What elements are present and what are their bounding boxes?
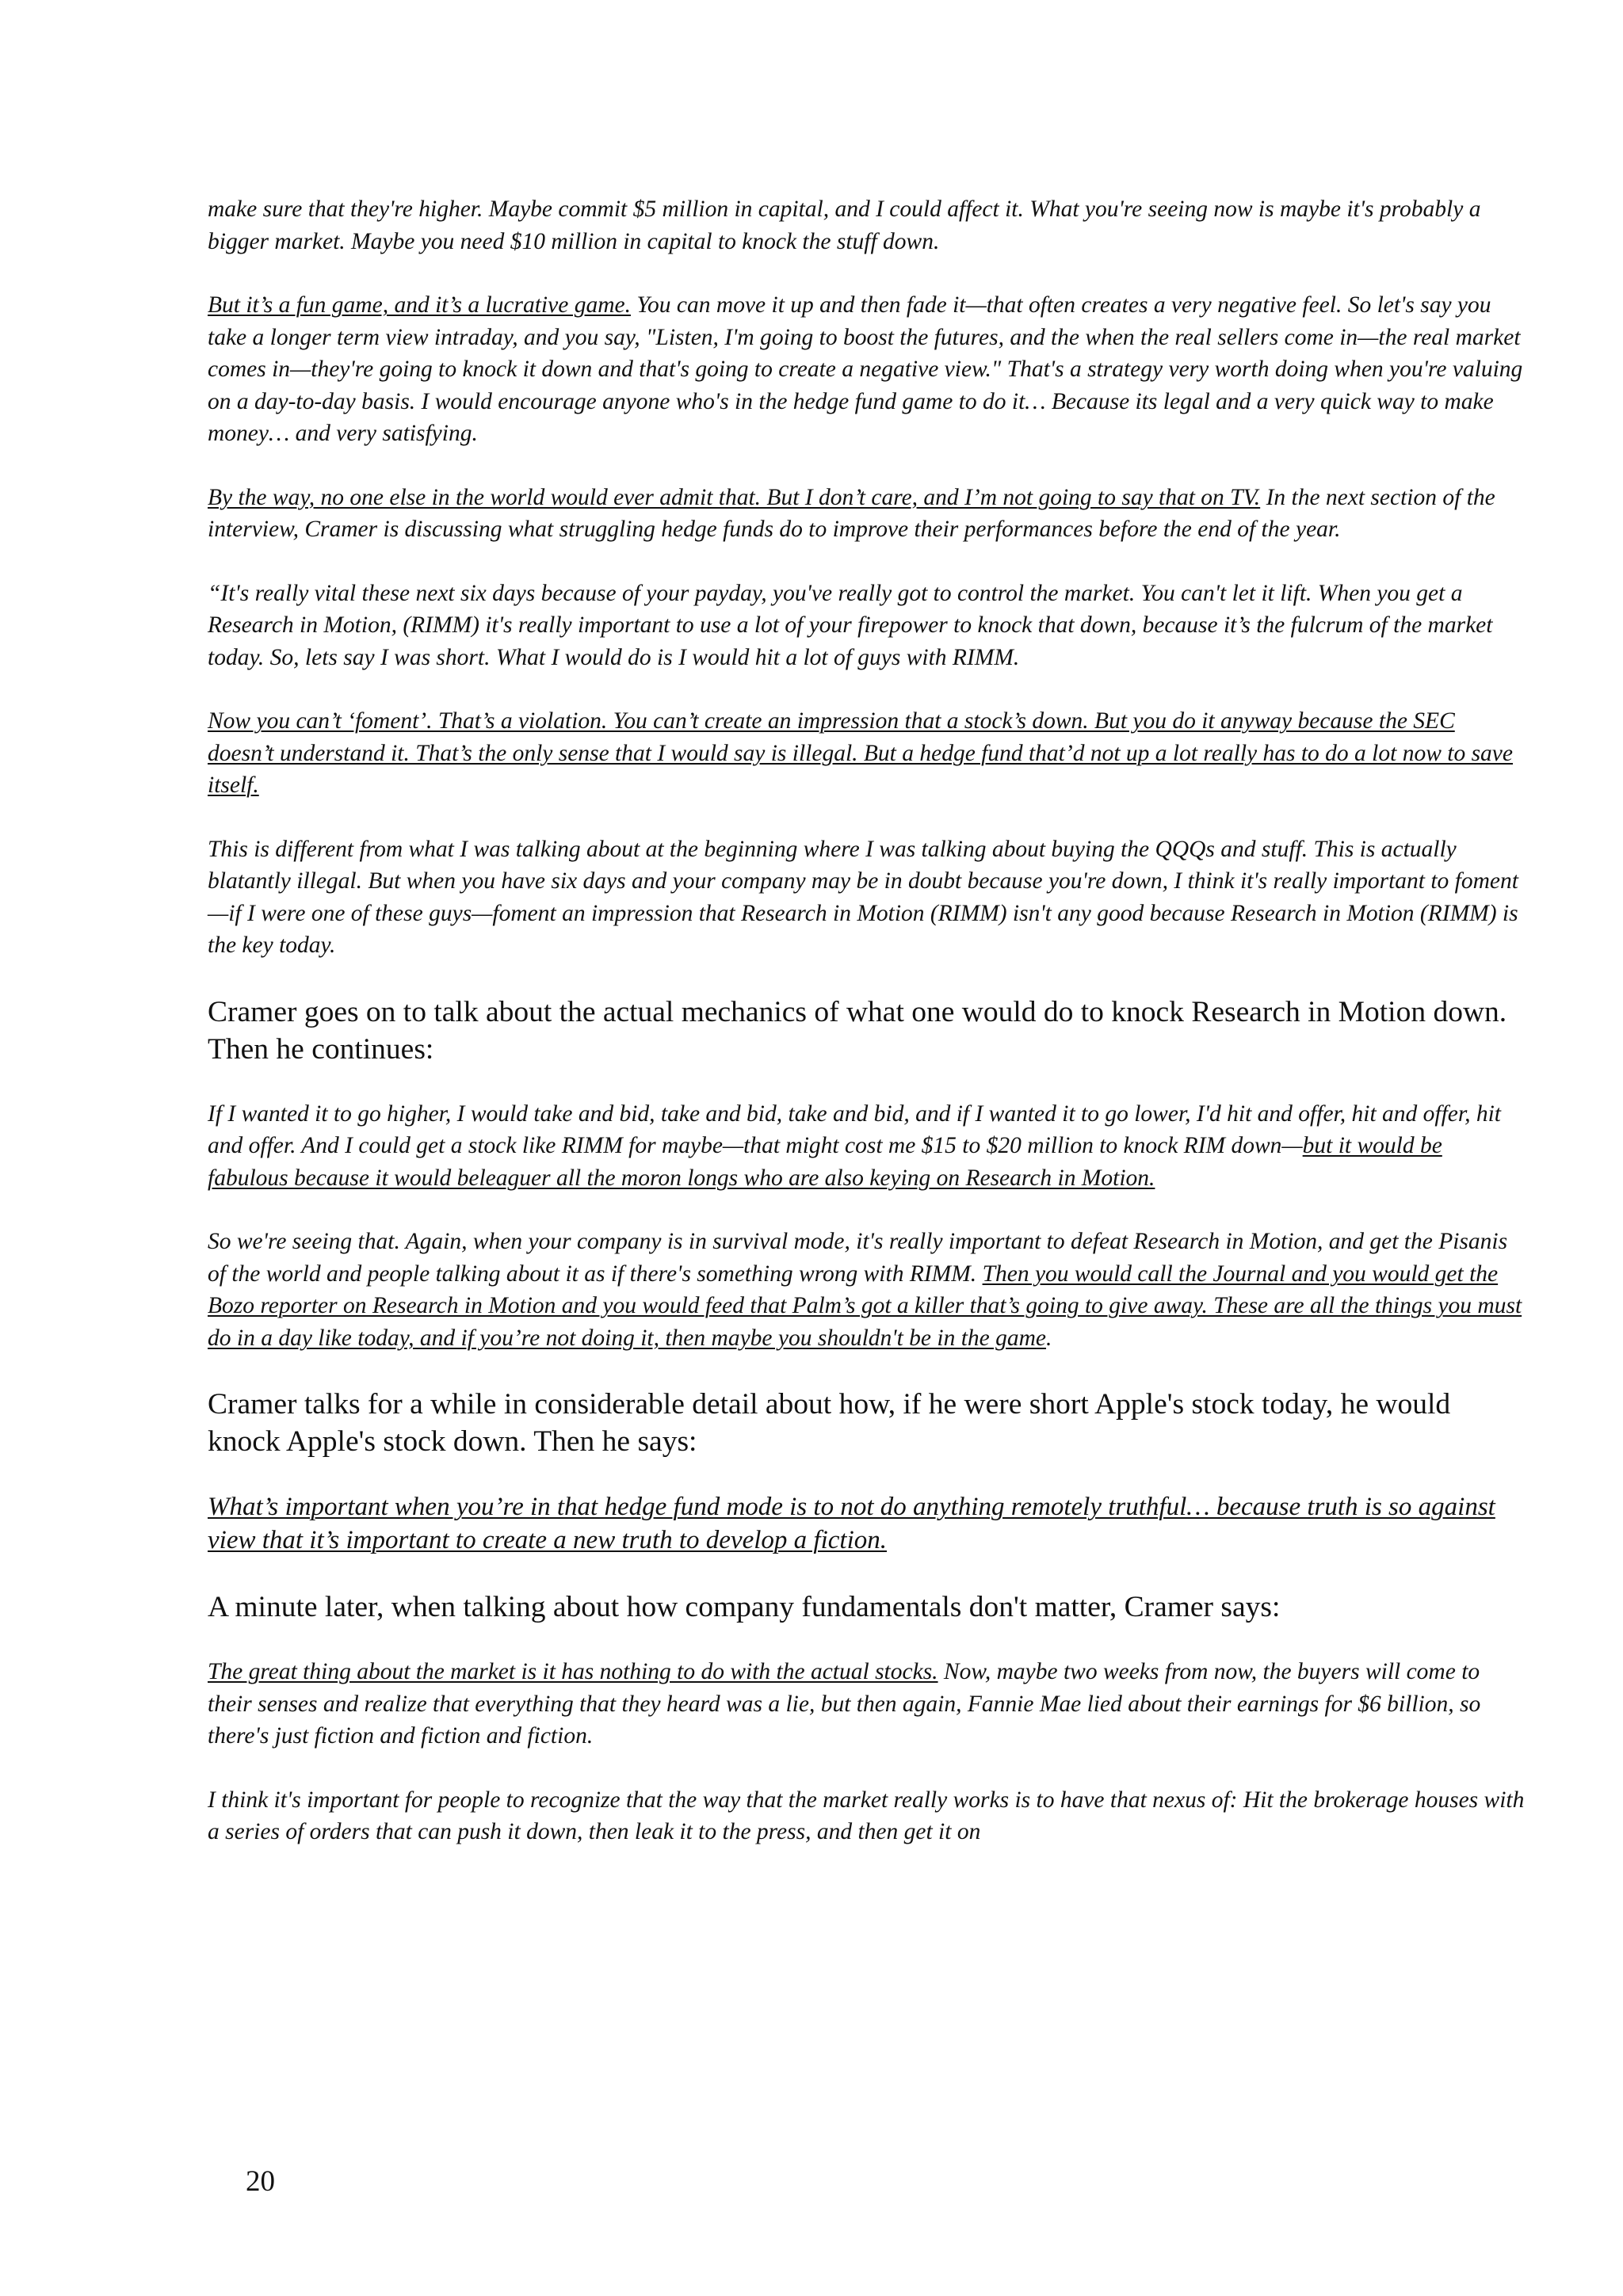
paragraph-5 [208,705,1525,802]
paragraph-13-text: Now, maybe two weeks from now, the buyers will come to their senses and realize that everything that they heard was a lie, but then again, Fannie Mae lied about their earnings for $6 billion, so there's just fiction and fiction and fiction. [208,1659,1481,1749]
paragraph-10 [208,1386,1525,1460]
paragraph-13 [208,1656,1525,1753]
paragraph-2-underlined-text: But it’s a fun game, and it’s a lucrative game. [208,292,631,318]
paragraph-9-period: . [1046,1325,1052,1351]
paragraph-3-underlined-text: By the way, no one else in the world would ever admit that. But I don’t care, and I’m not going to say that on TV. [208,484,1261,510]
paragraph-10-text: Cramer talks for a while in considerable detail about how, if he were short Apple's stock today, he would knock Apple's stock down. Then he says: [208,1388,1451,1458]
paragraph-9-text: So we're seeing that. Again, when your company is in survival mode, it's really important to defeat Research in Motion, and get the Pisanis of the world and people talking about it as if there's something wrong with RIMM. [208,1229,1508,1287]
paragraph-12 [208,1589,1525,1626]
document-page [208,193,1525,1880]
paragraph-7-text: Cramer goes on to talk about the actual mechanics of what one would do to knock Research in Motion down. Then he continues: [208,995,1507,1066]
paragraph-2-text: You can move it up and then fade it—that often creates a very negative feel. So let's say you take a longer term view intraday, and you say, "Listen, I'm going to boost the futures, and the when the real sellers come in—the real market comes in—they're going to knock it down and that's going to create a negative view." That's a strategy very worth doing when you're valuing on a day-to-day basis. I would encourage anyone who's in the hedge fund game to do it… Because its legal and a very quick way to make money… and very satisfying. [208,292,1523,446]
paragraph-6-text: This is different from what I was talking about at the beginning where I was talking about buying the QQQs and stuff. This is actually blatantly illegal. But when you have six days and your company may be in doubt because you're down, I think it's really important to foment—if I were one of these guys—foment an impression that Research in Motion (RIMM) isn't any good because Research in Motion (RIMM) is the key today. [208,836,1518,958]
paragraph-11-underlined-text: What’s important when you’re in that hedge fund mode is to not do anything remotely truthful… because truth is so against view that it’s important to create a new truth to develop a fiction. [208,1493,1495,1554]
page-number: 20 [246,2165,275,2198]
paragraph-11 [208,1490,1525,1557]
paragraph-3 [208,482,1525,546]
paragraph-8-text: If I wanted it to go higher, I would take and bid, take and bid, take and bid, and if I wanted it to go lower, I'd hit and offer, hit and offer, hit and offer. And I could get a stock like RIMM for maybe—that might cost me $15 to $20 million to knock RIM down— [208,1100,1501,1158]
paragraph-5-underlined-text: Now you can’t ‘foment’. That’s a violation. You can’t create an impression that a stock’s down. But you do it anyway because the SEC doesn’t understand it. That’s the only sense that I would say is illegal. But a hedge fund that’d not up a lot really has to do a lot now to save itself. [208,708,1513,798]
paragraph-9 [208,1226,1525,1354]
paragraph-4 [208,578,1525,674]
paragraph-2 [208,289,1525,450]
paragraph-7 [208,994,1525,1068]
paragraph-9-underlined-text: Then you would call the Journal and you would get the Bozo reporter on Research in Motion and you would feed that Palm’s got a killer that’s going to give away. These are all the things you must do in a day like today, and if you’re not doing it, then maybe you shouldn't be in the game [208,1261,1522,1351]
paragraph-8-underlined-text: but it would be fabulous because it would beleaguer all the moron longs who are also keying on Research in Motion. [208,1133,1442,1191]
paragraph-14 [208,1784,1525,1848]
paragraph-12-text: A minute later, when talking about how company fundamentals don't matter, Cramer says: [208,1591,1281,1623]
paragraph-14-text: I think it's important for people to recognize that the way that the market really works is to have that nexus of: Hit the brokerage houses with a series of orders that can push it down, then leak it to the press, and then get it on [208,1787,1525,1844]
paragraph-4-text: “It's really vital these next six days because of your payday, you've really got to control the market. You can't let it lift. When you get a Research in Motion, (RIMM) it's really important to use a lot of your firepower to knock that down, because it’s the fulcrum of the market today. So, lets say I was short. What I would do is I would hit a lot of guys with RIMM. [208,580,1493,670]
paragraph-3-text: In the next section of the interview, Cramer is discussing what struggling hedge funds do to improve their performances before the end of the year. [208,484,1495,542]
paragraph-6 [208,833,1525,962]
paragraph-8 [208,1098,1525,1195]
paragraph-1-text: make sure that they're higher. Maybe commit $5 million in capital, and I could affect it. What you're seeing now is maybe it's probably a bigger market. Maybe you need $10 million in capital to knock the stuff down. [208,196,1481,254]
paragraph-13-underlined-text: The great thing about the market is it has nothing to do with the actual stocks. [208,1659,938,1684]
paragraph-1 [208,193,1525,257]
